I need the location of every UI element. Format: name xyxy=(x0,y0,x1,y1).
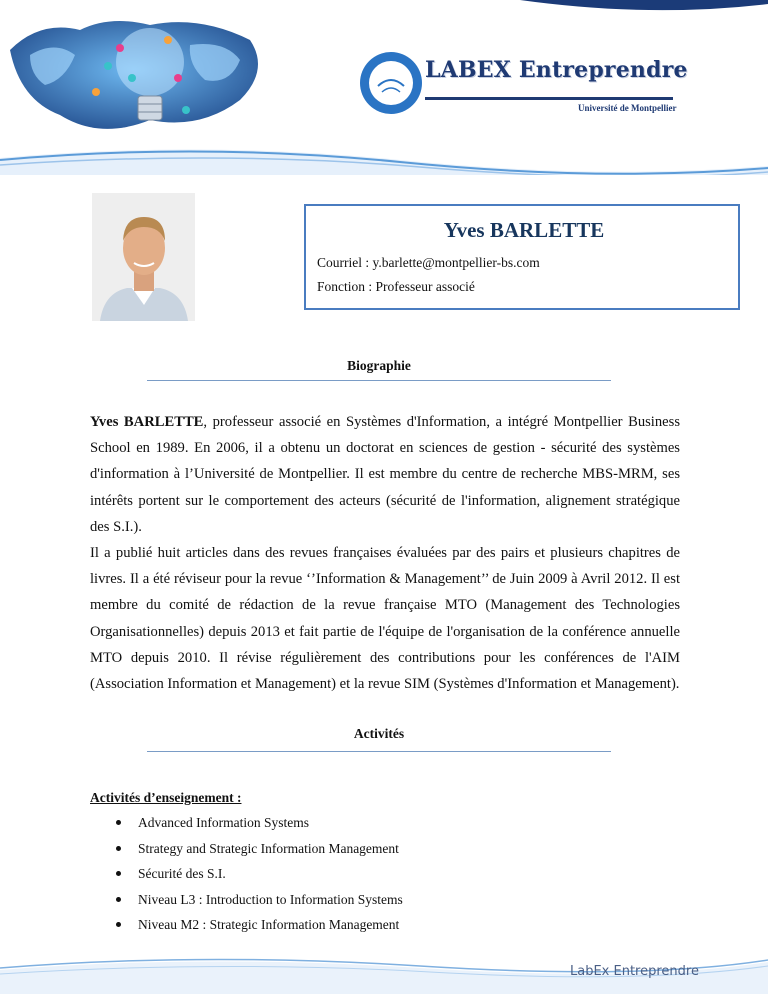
biography-rule xyxy=(147,380,611,381)
biography-paragraph-2: Il a publié huit articles dans des revues françaises évaluées par des pairs et plusieurs chapitres de livres. Il a été réviseur pour la revue ‘’Information & Management’’ de Juin 2009 à Avril 2012. Il est membre du comité de rédaction de la revue française MTO (Management des Technologies Organisationnelles) depuis 2013 et fait partie de l'équipe de l'organisation de la conférence annuelle MTO depuis 2010. Il révise régulièrement des contributions pour les conférences de l'AIM (Association Information et Management) et la revue SIM (Systèmes d'Information et Management). xyxy=(90,545,680,693)
role-line: Fonction : Professeur associé xyxy=(317,279,475,294)
list-item-text: Niveau M2 : Strategic Information Management xyxy=(138,917,400,932)
biography-name: Yves BARLETTE xyxy=(90,414,204,430)
email-line: Courriel : y.barlette@montpellier-bs.com xyxy=(317,255,540,270)
activities-heading: Activités xyxy=(353,726,405,741)
biography-paragraph-1 xyxy=(90,409,680,540)
labex-logo-underline xyxy=(425,97,673,100)
list-item xyxy=(116,836,403,862)
list-item-text: Strategy and Strategic Information Management xyxy=(138,840,399,856)
biography-heading: Biographie xyxy=(347,358,411,373)
list-item xyxy=(116,861,403,887)
bullet-icon xyxy=(116,922,121,927)
bullet-icon xyxy=(116,871,121,876)
list-item-text: Advanced Information Systems xyxy=(138,815,309,830)
list-item xyxy=(116,887,403,913)
bullet-icon xyxy=(116,897,121,902)
teaching-list xyxy=(116,810,403,938)
globe-lightbulb-graphic xyxy=(0,0,275,155)
bullet-icon xyxy=(116,846,121,851)
profile-card xyxy=(304,204,740,310)
footer-label: LabEx Entreprendre xyxy=(570,964,699,979)
investissements-avenir-seal xyxy=(358,50,424,116)
list-item-text: Niveau L3 : Introduction to Information Systems xyxy=(138,891,403,907)
labex-logo-name: LABEX Entreprendre xyxy=(425,57,688,83)
biography-text xyxy=(90,409,680,697)
teaching-activities-heading: Activités d’enseignement : xyxy=(90,790,242,805)
list-item xyxy=(116,912,403,938)
person-name: Yves BARLETTE xyxy=(443,218,605,242)
labex-logo-subtitle: Université de Montpellier xyxy=(578,103,677,113)
bullet-icon xyxy=(116,820,121,825)
biography-paragraph-1-text: , professeur associé en Systèmes d'Information, a intégré Montpellier Business School en 1989. En 2006, il a obtenu un doctorat en sciences de gestion - sécurité des systèmes d'information à l’Université de Montpellier. Il est membre du centre de recherche MBS-MRM, ses intérêts portent sur le comportement des acteurs (sécurité de l'information, alignement stratégique des S.I.). xyxy=(90,414,680,535)
activities-rule xyxy=(147,751,611,752)
list-item-text: Sécurité des S.I. xyxy=(138,866,226,881)
profile-photo xyxy=(92,193,195,321)
list-item xyxy=(116,810,403,836)
